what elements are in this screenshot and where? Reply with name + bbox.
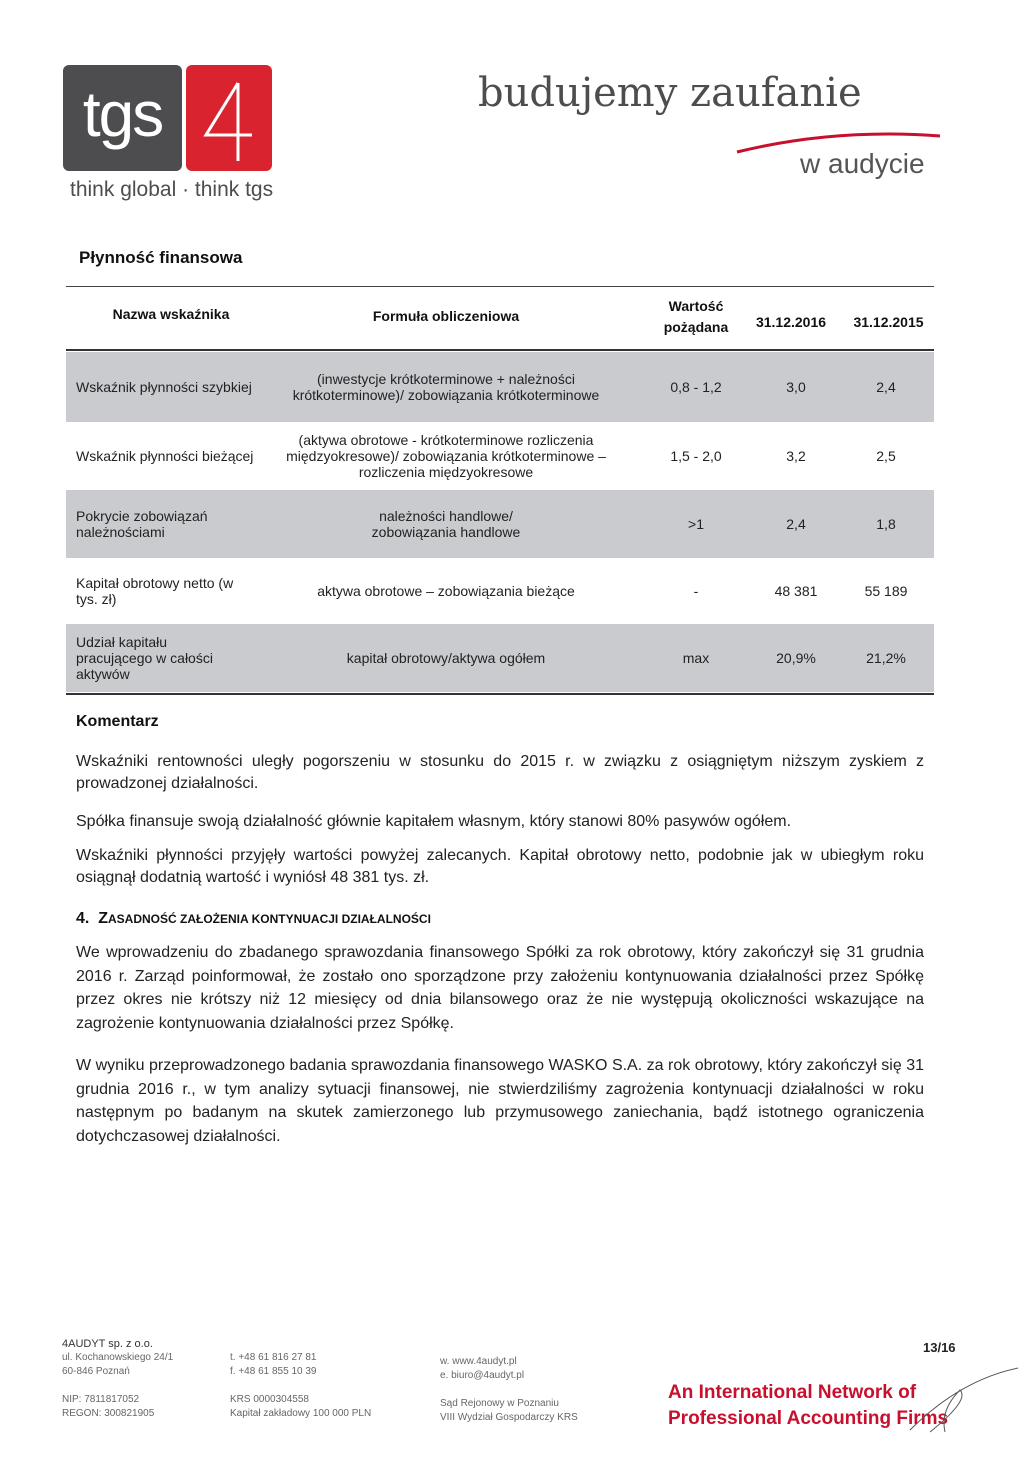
row-2015: 21,2% — [866, 650, 906, 666]
row-formula: kapitał obrotowy/aktywa ogółem — [346, 650, 546, 666]
section4-paragraph-2: W wyniku przeprowadzonego badania sprawozdania finansowego WASKO S.A. za rok obrotowy, który zakończył się 31 grudnia 2016 r., w tym analizy sytuacji finansowej, nie stwierdziliśmy zagrożenia kontynuacji działalności w roku następnym po badanym na skutek zamierzonego lub przymusowego zaniechania, bądź istotnego ograniczenia dotychczasowej działalności. — [76, 1057, 924, 1145]
row-desired: 1,5 - 2,0 — [670, 448, 722, 464]
header-rule — [66, 349, 934, 351]
row-2015: 55 189 — [864, 583, 908, 599]
row-2016: 2,4 — [786, 516, 806, 532]
header-name: Nazwa wskaźnika — [112, 306, 230, 322]
section4-title-initial: Z — [98, 910, 109, 927]
row-2016: 3,0 — [786, 379, 806, 395]
header-desired: Wartość pożądana — [663, 298, 729, 335]
row-formula: (aktywa obrotowe - krótkoterminowe rozliczenia międzyokresowe)/ zobowiązania krótkoterminowe – rozliczenia międzyokresowe — [286, 432, 606, 480]
row-desired: >1 — [688, 516, 704, 532]
footer-tel: t. +48 61 816 27 81 — [230, 1352, 317, 1363]
footer-contacts — [230, 1351, 371, 1421]
section4-paragraph-1: We wprowadzeniu do zbadanego sprawozdania finansowego Spółki za rok obrotowy, który zakończył się 31 grudnia 2016 r. Zarząd poinformował, że zostało ono sporządzone przy założeniu kontynuowania działalności przez Spółkę przez okres nie krótszy niż 12 miesięcy od dnia bilansowego oraz że nie występują okoliczności wskazujące na zagrożenie kontynuowania działalności przez Spółkę. — [76, 944, 924, 1032]
network-swoosh-icon — [900, 1360, 1020, 1440]
footer-city: 60-846 Poznań — [62, 1366, 130, 1377]
section-title: Płynność finansowa — [79, 248, 243, 267]
footer-krs: KRS 0000304558 — [230, 1394, 309, 1405]
row-desired: - — [693, 583, 699, 599]
slogan-sub: w audycie — [800, 148, 925, 179]
footer-web — [440, 1355, 578, 1425]
footer-company: 4AUDYT sp. z o.o. — [62, 1338, 153, 1350]
row-2015: 2,5 — [876, 448, 896, 464]
logo-text: tgs — [82, 78, 163, 150]
footer-court-1: Sąd Rejonowy w Poznaniu — [440, 1398, 559, 1409]
section4-heading — [76, 910, 431, 928]
row-2016: 3,2 — [786, 448, 806, 464]
header-2015: 31.12.2015 — [853, 314, 924, 330]
footer-regon: REGON: 300821905 — [62, 1408, 155, 1419]
table-top-rule — [66, 286, 934, 287]
row-formula: (inwestycje krótkoterminowe + należności krótkoterminowe)/ zobowiązania krótkoterminowe — [292, 371, 600, 403]
row-2016: 48 381 — [774, 583, 818, 599]
footer-fax: f. +48 61 855 10 39 — [230, 1366, 317, 1377]
network-line-2: Professional Accounting Firms — [668, 1408, 949, 1429]
table-row — [66, 558, 934, 624]
footer-court-2: VIII Wydział Gospodarczy KRS — [440, 1412, 578, 1423]
table-bottom-rule — [66, 693, 934, 695]
header-formula: Formuła obliczeniowa — [372, 308, 520, 324]
table-row — [66, 490, 934, 558]
row-2015: 1,8 — [876, 516, 896, 532]
section4-title: ASADNOŚĆ ZAŁOŻENIA KONTYNUACJI DZIAŁALNOŚCI — [108, 912, 431, 926]
footer-capital: Kapitał zakładowy 100 000 PLN — [230, 1408, 372, 1419]
row-name: Pokrycie zobowiązań należnościami — [76, 508, 208, 540]
section4-number: 4. — [76, 910, 90, 927]
row-name: Kapitał obrotowy netto (w tys. zł) — [76, 575, 234, 607]
footer-address — [62, 1337, 173, 1421]
page-number: 13/16 — [923, 1340, 956, 1355]
footer-street: ul. Kochanowskiego 24/1 — [62, 1352, 174, 1363]
row-desired: max — [682, 650, 710, 666]
footer-nip: NIP: 7811817052 — [62, 1394, 140, 1405]
table-row — [66, 422, 934, 490]
header-2016: 31.12.2016 — [755, 314, 827, 330]
table-row — [66, 624, 934, 692]
row-name: Wskaźnik płynności szybkiej — [76, 379, 252, 395]
row-name: Wskaźnik płynności bieżącej — [76, 448, 254, 464]
logo-tagline: think global · think tgs — [70, 178, 274, 201]
footer-email[interactable]: e. biuro@4audyt.pl — [440, 1370, 525, 1381]
table-row — [66, 352, 934, 422]
footer-www[interactable]: w. www.4audyt.pl — [440, 1356, 517, 1367]
logo-tgs — [63, 65, 182, 171]
row-formula: aktywa obrotowe – zobowiązania bieżące — [317, 583, 575, 599]
row-2015: 2,4 — [876, 379, 896, 395]
logo-4 — [186, 65, 272, 171]
row-name: Udział kapitału pracującego w całości aktywów — [76, 634, 213, 682]
comment-heading: Komentarz — [76, 713, 159, 730]
row-desired: 0,8 - 1,2 — [670, 379, 722, 395]
row-2016: 20,9% — [776, 650, 816, 666]
comment-paragraph-1: Wskaźniki rentowności uległy pogorszeniu w stosunku do 2015 r. w związku z osiągniętym niższym zyskiem z prowadzonej działalności. — [76, 753, 924, 792]
network-line-1: An International Network of — [668, 1382, 917, 1403]
slogan: budujemy zaufanie — [478, 70, 862, 116]
row-formula: należności handlowe/ zobowiązania handlowe — [371, 508, 521, 540]
comment-paragraph-3: Wskaźniki płynności przyjęły wartości powyżej zalecanych. Kapitał obrotowy netto, podobnie jak w ubiegłym roku osiągnął dodatnią wartość i wyniósł 48 381 tys. zł. — [76, 847, 924, 886]
logo-4-glyph — [186, 65, 272, 171]
comment-paragraph-2: Spółka finansuje swoją działalność głównie kapitałem własnym, który stanowi 80% pasywów ogółem. — [76, 813, 792, 830]
